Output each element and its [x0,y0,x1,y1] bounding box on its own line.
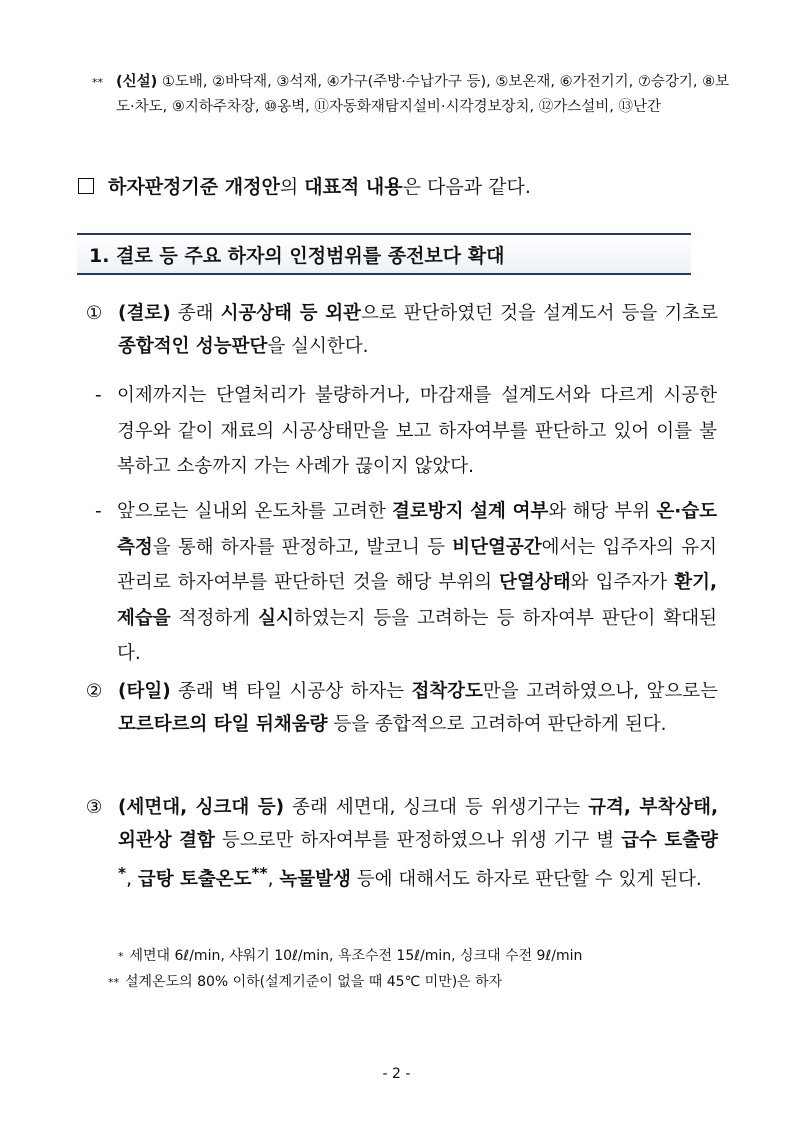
item-bold: 급탕 토출온도 [137,869,252,891]
item-text: 을 실시한다. [267,336,369,357]
sub-text: 하였는지 등을 고려하는 등 하자여부 판단이 확대된다. [117,607,718,664]
footnote-mark: ** [108,976,119,989]
item-bold: 급수 토출량 [621,830,718,851]
footnote-mark: * [118,950,124,963]
item-text: 등으로만 하자여부를 판정하였으나 위생 기구 별 [214,830,622,851]
footnote-text: 세면대 6ℓ/min, 샤워기 10ℓ/min, 욕조수전 15ℓ/min, 싱크대 수전 9ℓ/min [129,948,583,964]
note-mark: ** [92,76,103,89]
intro-line [78,172,738,202]
sub-bold: 비단열공간 [452,536,542,558]
item-bold: 모르타르의 타일 뒤채움량 [118,714,328,735]
intro-bold-2: 대표적 내용 [304,176,403,198]
sub-text: 에서는 입주자의 유지관리로 하자여부를 판단하던 것을 해당 부위의 [117,536,717,593]
item-body [118,675,718,741]
sub-bold: 결로방지 설계 여부 [391,501,549,522]
item-body [118,791,718,896]
item-text: , [267,869,280,891]
note-body [116,70,731,120]
checkbox-bullet-icon [78,178,94,194]
footnote-1 [118,944,582,969]
item-number: ③ [85,797,103,818]
item-text: 등을 종합적으로 고려하여 판단하게 된다. [327,714,667,735]
sub-text: 앞으로는 실내외 온도차를 고려한 [117,501,392,522]
item-text: 등에 대해서도 하자로 판단할 수 있게 된다. [350,869,702,891]
item-bold: 녹물발생 [279,869,351,891]
item-lead: (결로) [118,303,171,324]
note-text: ①도배, ②바닥재, ③석재, ④가구(주방·수납가구 등), ⑤보온재, ⑥가전기기, ⑦승강기, ⑧보도·차도, ⑨지하주차장, ⑩옹벽, ⑪자동화재탐지설비·시각경보장치, ⑫가스설비, ⑬난간 [116,74,730,115]
item-text: 종래 [170,303,221,324]
item-text: 종래 세면대, 싱크대 등 위생기구는 [284,797,589,818]
item-number: ① [85,303,103,324]
sub-bold: 실시 [258,607,294,629]
page-number: - 2 - [382,1066,411,1082]
item-number: ② [85,681,103,702]
note-head: (신설) [116,74,158,90]
item-text: 종래 벽 타일 시공상 하자는 [170,681,412,702]
item-text: , [126,869,138,891]
footnote-2 [108,970,502,995]
section-header [77,233,691,275]
dash-bullet: - [95,385,102,406]
sub-text: 와 입주자가 [570,572,675,593]
footnote-ref: * [118,864,127,882]
sub-body: 이제까지는 단열처리가 불량하거나, 마감재를 설계도서와 다르게 시공한 경우와 같이 재료의 시공상태만을 보고 하자여부를 판단하고 있어 이를 불복하고 소송까지 가는 사례가 끊이지 않았다. [117,385,717,477]
sub-text: 와 해당 부위 [548,501,657,522]
dash-bullet: - [95,501,102,522]
item-text: 만을 고려하였으나, 앞으로는 [482,681,718,702]
item-bold: 규격, 부착상태, 외관상 결함 [118,797,718,851]
item-text: 으로 판단하였던 것을 설계도서 등을 기초로 [360,303,718,324]
sub-bold: 환기, 제습을 [117,572,717,629]
sub-body [117,494,717,672]
intro-text-1: 의 [279,176,305,198]
footnote-text: 설계온도의 80% 이하(설계기준이 없을 때 45℃ 미만)은 하자 [125,974,503,990]
item-lead: (세면대, 싱크대 등) [118,797,285,818]
item-body [118,297,718,363]
intro-bold-1: 하자판정기준 개정안 [108,176,280,198]
section-title: 1. 결로 등 주요 하자의 인정범위를 종전보다 확대 [89,245,505,267]
item-lead: (타일) [118,681,171,702]
item-bold: 종합적인 성능판단 [118,336,268,357]
item-bold: 접착강도 [411,681,483,702]
sub-bold: 온·습도 측정 [117,501,717,558]
sub-bold: 단열상태 [499,572,571,593]
footnote-ref: ** [251,864,268,882]
sub-text: 적정하게 [170,607,259,629]
intro-text-2: 은 다음과 같다. [402,176,531,198]
item-bold: 시공상태 등 외관 [220,303,361,324]
sub-text: 을 통해 하자를 판정하고, 발코니 등 [152,536,453,558]
